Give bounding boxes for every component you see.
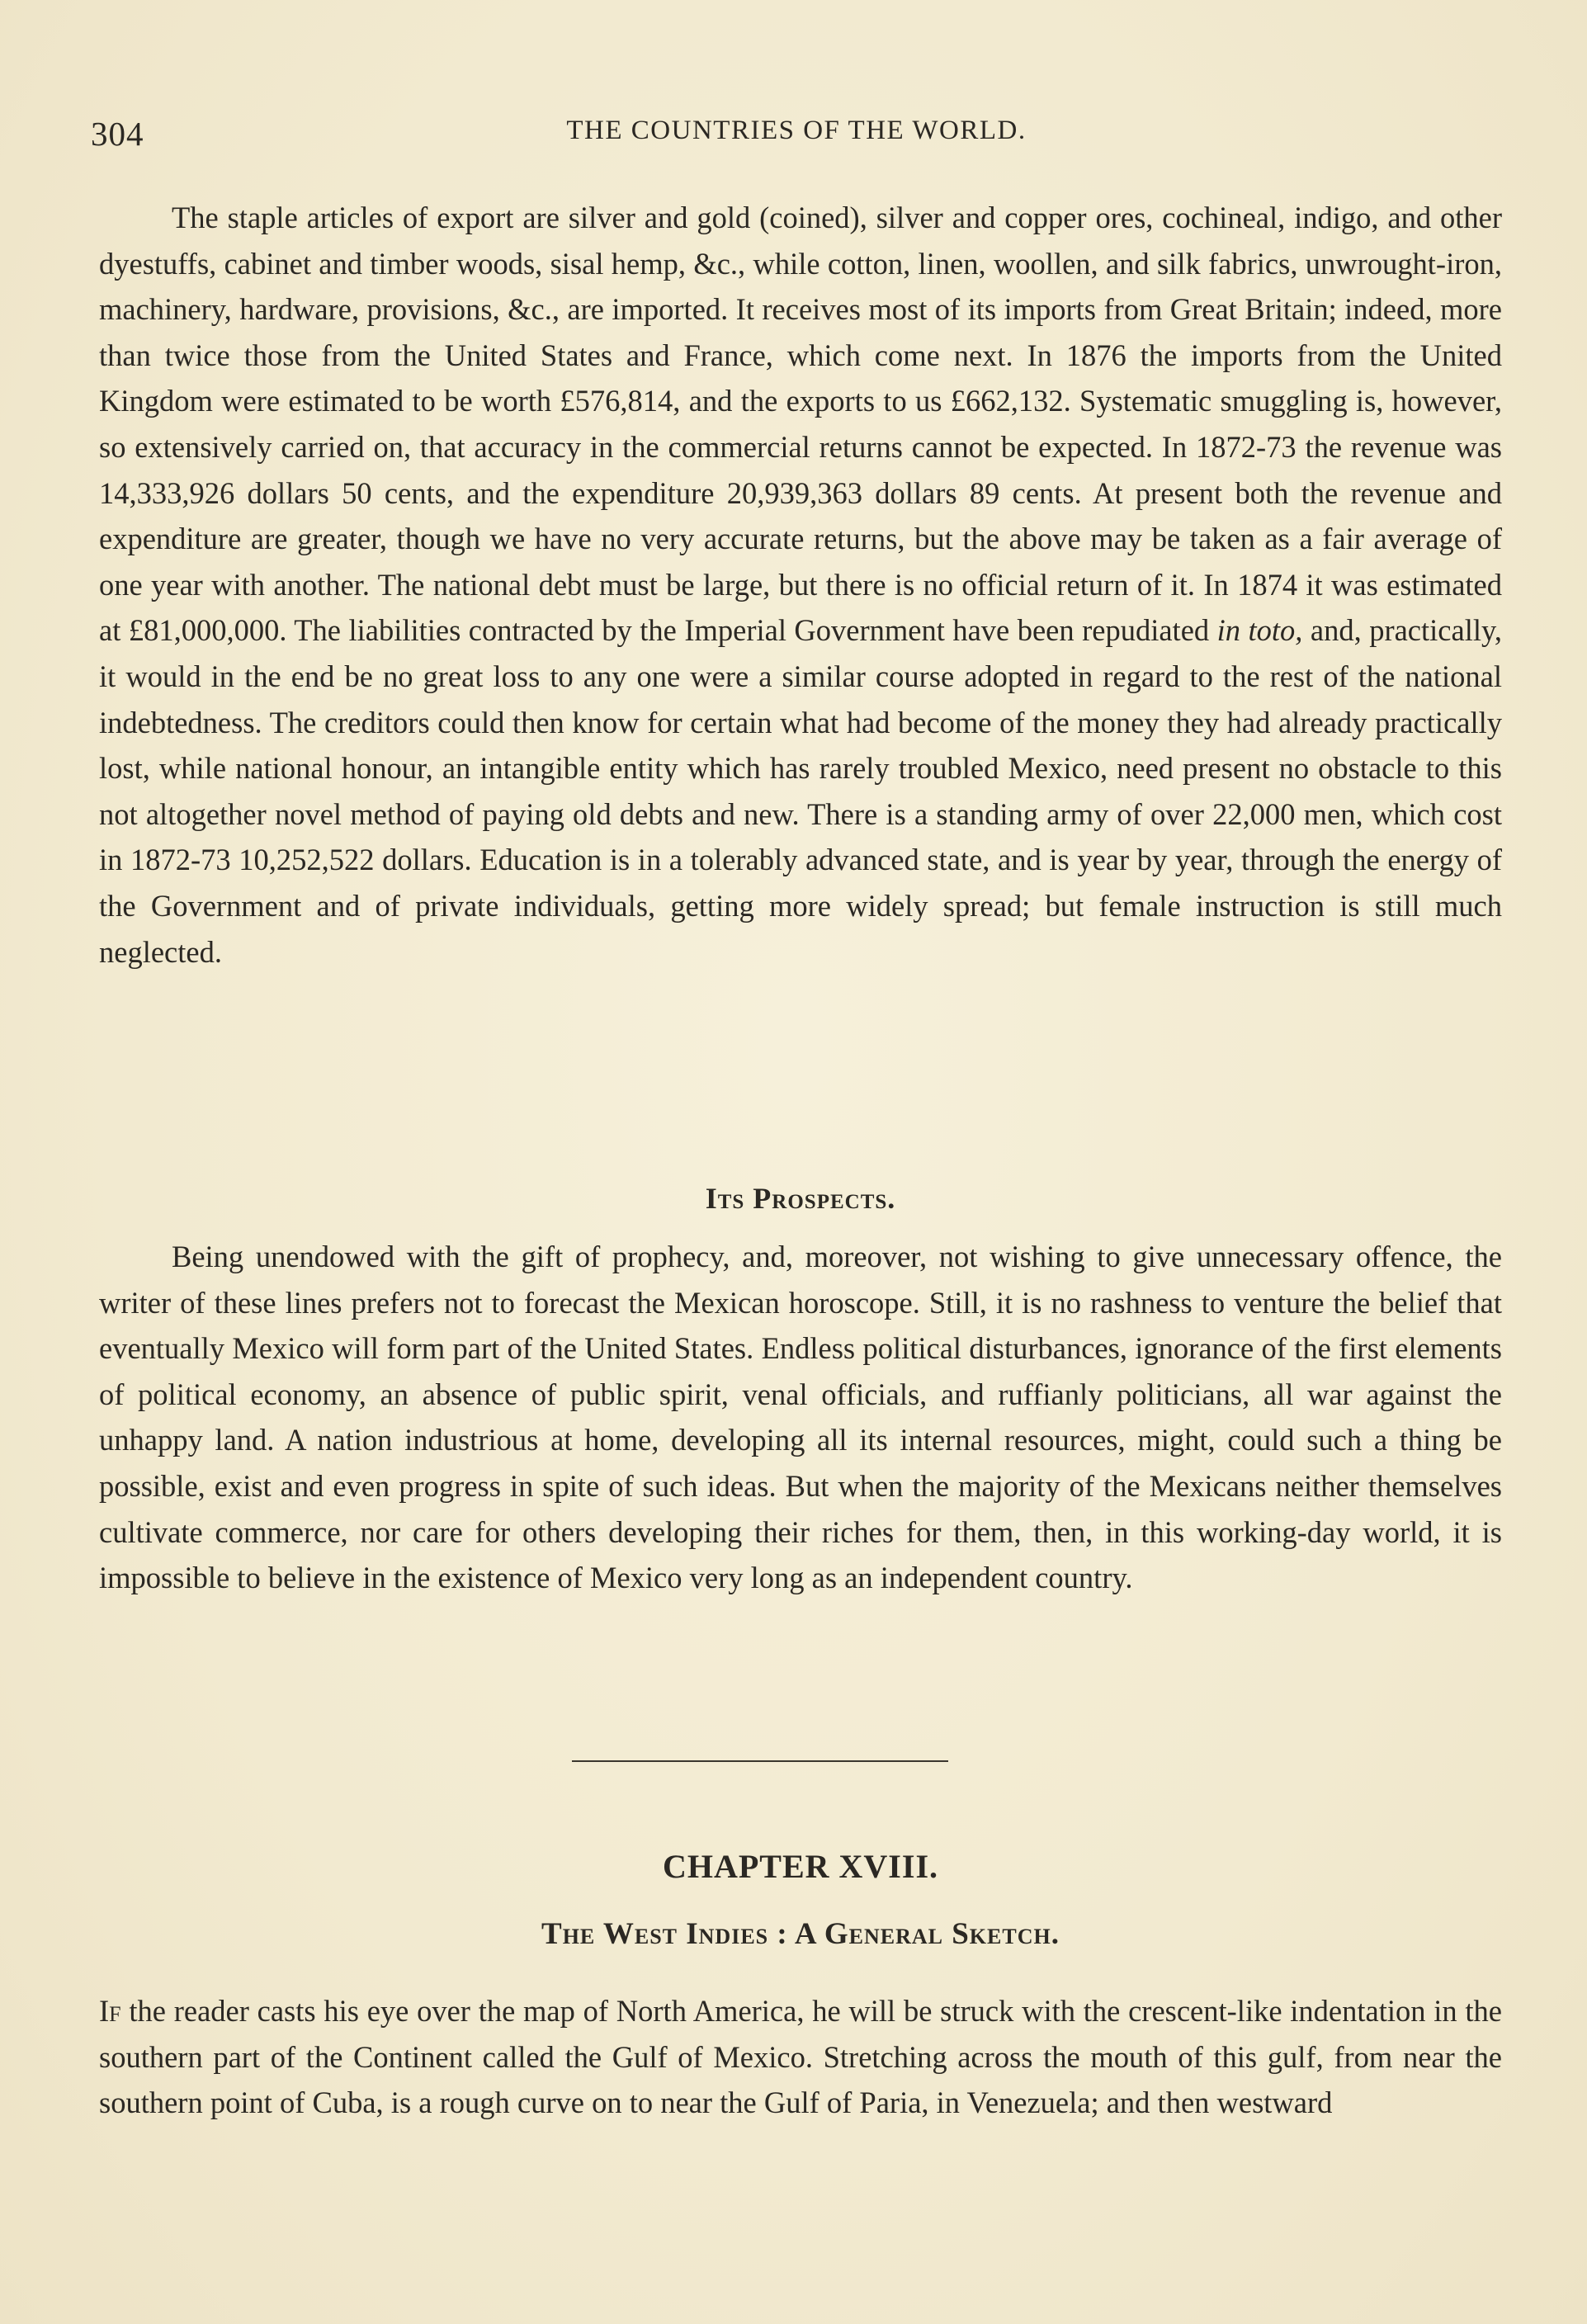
page-header: [91, 107, 1502, 157]
running-title: THE COUNTRIES OF THE WORLD.: [566, 116, 1027, 145]
chapter-title: CHAPTER XVIII.: [662, 1848, 939, 1885]
page-number: 304: [91, 115, 144, 153]
paragraph-prospects: Being unendowed with the gift of prophecy, and, moreover, not wishing to give unnecessary offence, the writer of these lines prefers not to forecast the Mexican horoscope. Still, it is no rashness to venture the belief that eventually Mexico will form part of the United States. Endless political disturbances, ignorance of the first elements of political economy, an absence of public spirit, venal officials, and ruffianly politicians, all war against the unhappy land. A nation industrious at home, developing all its internal resources, might, could such a thing be possible, exist and even progress in spite of such ideas. But when the majority of the Mexicans neither themselves cultivate commerce, nor care for others developing their riches for them, then, in this working-day world, it is impossible to believe in the existence of Mexico very long as an independent country.: [99, 1240, 1502, 1595]
paragraph-text-continued: and, practically, it would in the end be no great loss to any one were a similar course adopted in regard to the rest of the national indebtedness. The creditors could then know for certain what had become of the money they had already practically lost, while national honour, an intangible entity which has rarely troubled Mexico, need present no obstacle to this not altogether novel method of paying old debts and new. There is a standing army of over 22,000 men, which cost in 1872-73 10,252,522 dollars. Education is in a tolerably advanced state, and is year by year, through the energy of the Government and of private individuals, getting more widely spread; but female instruction is still much neglected.: [99, 613, 1502, 969]
section-divider: [572, 1760, 948, 1762]
paragraph-text: The staple articles of export are silver and gold (coined), silver and copper ores, cochineal, indigo, and other dyestuffs, cabinet and timber woods, sisal hemp, &c., while cotton, linen, woollen, and silk fabrics, unwrought-iron, machinery, hardware, provisions, &c., are imported. It receives most of its imports from Great Britain; indeed, more than twice those from the United States and France, which come next. In 1876 the imports from the United Kingdom were estimated to be worth £576,814, and the exports to us £662,132. Systematic smuggling is, however, so extensively carried on, that accuracy in the commercial returns cannot be expected. In 1872-73 the revenue was 14,333,926 dollars 50 cents, and the expenditure 20,939,363 dollars 89 cents. At present both the revenue and expenditure are greater, though we have no very accurate returns, but the above may be taken as a fair average of one year with another. The national debt must be large, but there is no official return of it. In 1874 it was estimated at £81,000,000. The liabilities contracted by the Imperial Government have been repudiated: [99, 201, 1502, 648]
paragraph-west-indies: [99, 1988, 1502, 2126]
italic-phrase: in toto,: [1216, 613, 1303, 648]
chapter-subtitle: The West Indies : A General Sketch.: [541, 1917, 1060, 1951]
paragraph-text: the reader casts his eye over the map of North America, he will be struck with the crescent-like indentation in the southern part of the Continent called the Gulf of Mexico. Stretching across the mouth of this gulf, from near the southern point of Cuba, is a rough curve on to near the Gulf of Paria, in Venezuela; and then westward: [99, 1994, 1502, 2120]
paragraph-exports-finances: [99, 195, 1502, 975]
lead-word: If: [99, 1994, 121, 2028]
section-heading: Its Prospects.: [705, 1182, 896, 1215]
